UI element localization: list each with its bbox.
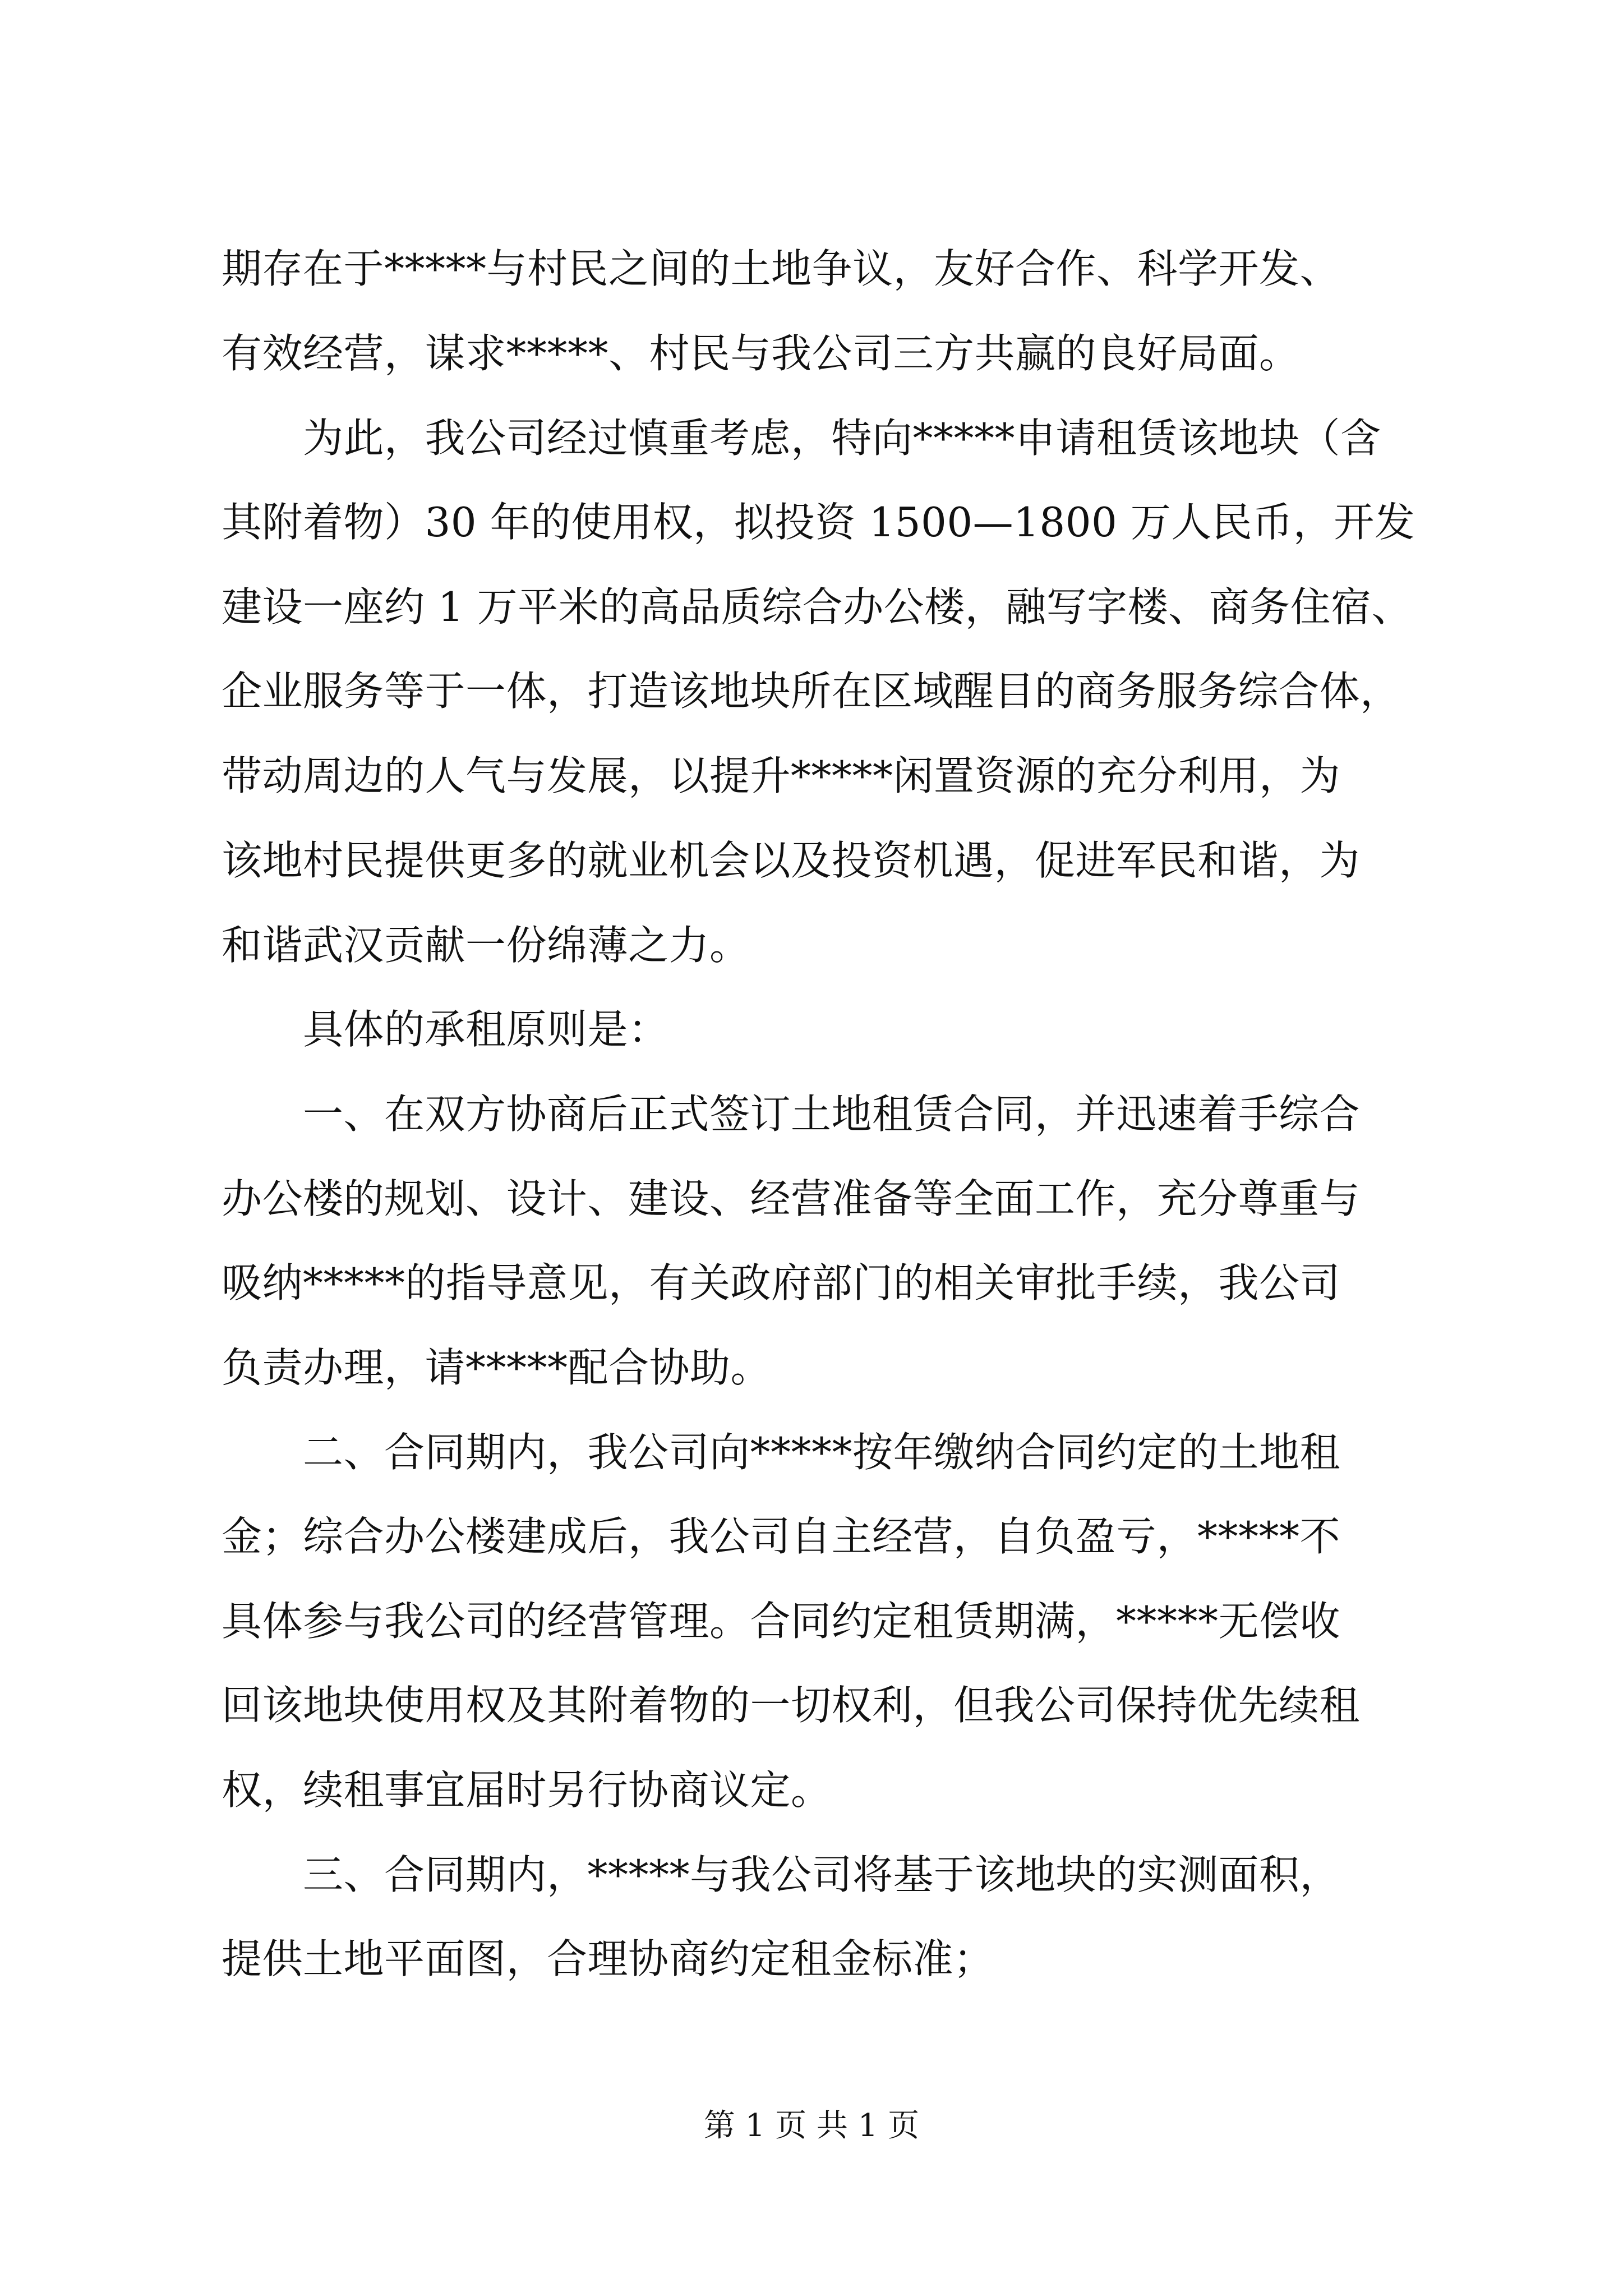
text-line: 企业服务等于一体，打造该地块所在区域醒目的商务服务综合体，	[222, 668, 1401, 715]
text-line: 回该地块使用权及其附着物的一切权利，但我公司保持优先续租	[222, 1682, 1361, 1729]
text-line: 期存在于*****与村民之间的土地争议，友好合作、科学开发、	[222, 245, 1341, 292]
paragraph-start-line: 为此，我公司经过慎重考虑，特向*****申请租赁该地块（含	[303, 415, 1381, 462]
text-line: 吸纳*****的指导意见，有关政府部门的相关审批手续，我公司	[222, 1259, 1341, 1306]
text-line: 金；综合办公楼建成后，我公司自主经营，自负盈亏，*****不	[222, 1513, 1341, 1560]
page-number-footer: 第 1 页 共 1 页	[703, 2108, 920, 2144]
text-line: 和谐武汉贡献一份绵薄之力。	[222, 922, 750, 969]
paragraph-start-line: 二、合同期内，我公司向*****按年缴纳合同约定的土地租	[303, 1429, 1341, 1476]
text-line: 该地村民提供更多的就业机会以及投资机遇，促进军民和谐，为	[222, 837, 1361, 884]
text-line: 有效经营，谋求*****、村民与我公司三方共赢的良好局面。	[222, 330, 1300, 377]
paragraph-start-line: 具体的承租原则是：	[303, 1006, 669, 1053]
text-line: 具体参与我公司的经营管理。合同约定租赁期满，*****无偿收	[222, 1598, 1341, 1645]
text-line: 建设一座约 1 万平米的高品质综合办公楼，融写字楼、商务住宿、	[222, 583, 1413, 631]
text-line: 负责办理，请*****配合协助。	[222, 1344, 772, 1391]
paragraph-start-line: 一、在双方协商后正式签订土地租赁合同，并迅速着手综合	[303, 1091, 1361, 1138]
paragraph-start-line: 三、合同期内，*****与我公司将基于该地块的实测面积，	[303, 1851, 1341, 1898]
text-line: 办公楼的规划、设计、建设、经营准备等全面工作，充分尊重与	[222, 1175, 1361, 1222]
text-line: 权，续租事宜届时另行协商议定。	[222, 1766, 832, 1814]
text-line: 提供土地平面图，合理协商约定租金标准；	[222, 1935, 994, 1982]
text-line: 其附着物）30 年的使用权，拟投资 1500—1800 万人民币，开发	[222, 499, 1415, 546]
text-line: 带动周边的人气与发展，以提升*****闲置资源的充分利用，为	[222, 752, 1341, 799]
